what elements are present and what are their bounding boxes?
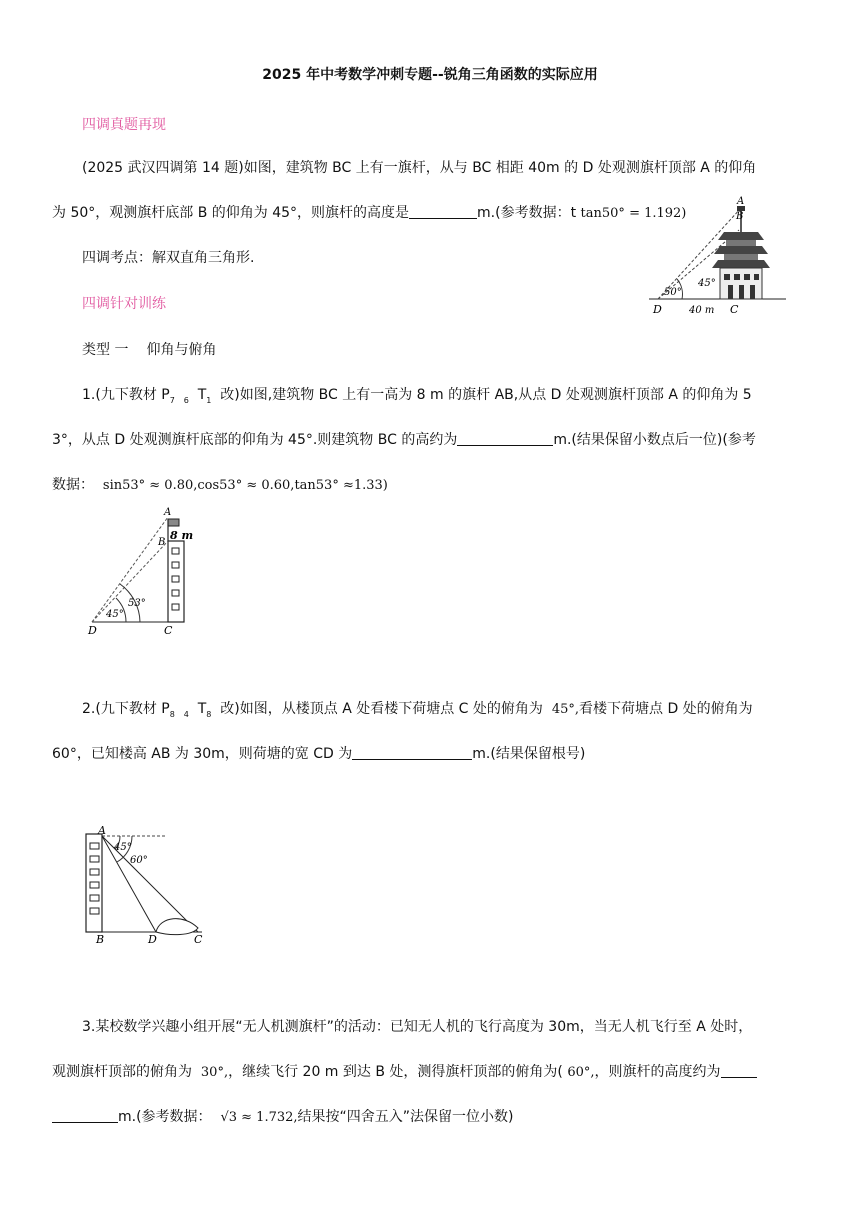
q3-line2-b: 30°, [200, 1065, 229, 1080]
q1-window [172, 604, 179, 610]
q2-line2-b: m.(结果保留根号) [472, 746, 586, 762]
q2-sub-1: 8 [169, 709, 175, 719]
q3-line2-e: ，则旗杆的高度约为 [594, 1064, 721, 1080]
q2-line1-b: T [197, 701, 207, 717]
q1-label-53: 53° [128, 598, 146, 609]
q0-label-45: 45° [698, 278, 716, 289]
type1-name: 仰角与俯角 [146, 342, 217, 358]
q2-label-B: B [96, 933, 105, 946]
q3-line2-c: ，继续飞行 20 m 到达 B 处，测得旗杆顶部的俯角为( [228, 1064, 563, 1080]
q0-line2-text: 为 50°，观测旗杆底部 B 的仰角为 45°，则旗杆的高度是 [52, 205, 410, 221]
q3-line3-a: m.(参考数据： [118, 1109, 212, 1125]
q1-sub-1: 7 [169, 395, 175, 405]
q0-label-B: B [736, 211, 744, 222]
section-heading-training: 四调针对训练 [82, 296, 166, 312]
q0-answer-blank[interactable] [409, 204, 477, 219]
q0-line1: (2025 武汉四调第 14 题)如图，建筑物 BC 上有一旗杆，从与 BC 相距 40m 的 D 处观测旗杆顶部 A 的仰角 [82, 160, 757, 176]
q2-label-45: 45° [114, 842, 132, 853]
page-title: 2025 年中考数学冲刺专题--锐角三角函数的实际应用 [262, 67, 598, 83]
type1-heading [82, 339, 216, 359]
q1-window [172, 590, 179, 596]
q2-line1-c: 改)如图，从楼顶点 A 处看楼下荷塘点 C 处的俯角为 [220, 701, 543, 717]
q1-label-D: D [88, 624, 97, 637]
q2-label-D: D [148, 933, 157, 946]
q0-label-dist: 40 m [689, 305, 715, 316]
q2-window [90, 908, 99, 914]
q2-label-60: 60° [130, 855, 148, 866]
q1-figure-building [80, 505, 210, 637]
q1-window [172, 548, 179, 554]
q2-line2-a: 60°，已知楼高 AB 为 30m，则荷塘的宽 CD 为 [52, 746, 353, 762]
q2-pond [156, 919, 198, 935]
q2-window [90, 856, 99, 862]
q3-answer-blank-part2[interactable] [52, 1108, 118, 1123]
q3-line1: 3.某校数学兴趣小组开展“无人机测旗杆”的活动：已知无人机的飞行高度为 30m，当无人机飞行至 A 处时， [82, 1019, 753, 1035]
q1-sub-3: 1 [206, 395, 212, 405]
q1-window [172, 576, 179, 582]
q2-window [90, 895, 99, 901]
q3-line3-b: √3 ≈ 1.732, [220, 1110, 298, 1125]
q2-line1-a: 2.(九下教材 P [82, 701, 170, 717]
q0-figure-pagoda [644, 192, 794, 318]
q2-line1-e: 看楼下荷塘点 D 处的俯角为 [579, 701, 753, 717]
q1-answer-blank[interactable] [457, 431, 553, 446]
q2-line2 [52, 743, 585, 763]
q0-exam-point: 四调考点：解双直角三角形. [82, 250, 255, 266]
q2-label-A: A [98, 824, 106, 837]
q1-label-45: 45° [106, 609, 124, 620]
q2-answer-blank[interactable] [352, 745, 472, 760]
q1-line1-b: T [197, 387, 207, 403]
q0-label-D: D [653, 303, 662, 316]
section-heading-real-exam: 四调真题再现 [82, 117, 166, 133]
q3-line3-c: 结果按“四舍五入”法保留一位小数) [297, 1109, 514, 1125]
q2-window [90, 882, 99, 888]
q1-line3-a: 数据： [52, 477, 94, 493]
q1-line2 [52, 429, 756, 449]
q1-flag [168, 519, 179, 526]
q1-window [172, 562, 179, 568]
q2-sub-2: 4 [183, 709, 189, 719]
q1-label-B: B [158, 537, 166, 548]
q1-line1-a: 1.(九下教材 P [82, 387, 170, 403]
q1-line3-b: sin53° ≈ 0.80,cos53° ≈ 0.60,tan53° ≈1.33) [102, 478, 388, 493]
q1-line1-c: 改)如图,建筑物 BC 上有一高为 8 m 的旗杆 AB,从点 D 处观测旗杆顶部 A 的仰角为 5 [220, 387, 752, 403]
q3-answer-blank-part1[interactable] [721, 1063, 757, 1078]
q2-window [90, 869, 99, 875]
q3-line2-a: 观测旗杆顶部的俯角为 [52, 1064, 192, 1080]
q0-line2 [52, 202, 686, 222]
q0-line2-ref: m.(参考数据：t [477, 205, 577, 221]
q2-sub-3: 8 [206, 709, 212, 719]
q0-label-A: A [737, 196, 745, 207]
q1-label-A: A [164, 507, 172, 518]
q2-figure-pond [80, 824, 220, 946]
q1-label-height: 8 m [170, 529, 194, 542]
q0-line2-formula: tan50° = 1.192) [580, 206, 687, 221]
q0-pagoda-building [712, 232, 770, 299]
q1-sight-line-B [92, 541, 168, 622]
q1-line1 [82, 384, 752, 405]
q2-label-C: C [194, 933, 203, 946]
type1-label: 类型 一 [82, 342, 129, 358]
q3-line3 [52, 1106, 514, 1126]
q1-line2-a: 3°，从点 D 处观测旗杆底部的仰角为 45°.则建筑物 BC 的高约为 [52, 432, 458, 448]
q0-label-50: 50° [664, 287, 682, 298]
q1-sub-2: 6 [183, 395, 189, 405]
q1-label-C: C [164, 624, 173, 637]
q3-line2-d: 60°, [567, 1065, 595, 1080]
q0-label-C: C [730, 303, 739, 316]
q1-line3 [52, 474, 388, 494]
q2-line1-d: 45°, [551, 702, 579, 717]
q3-line2 [52, 1061, 757, 1081]
q1-line2-b: m.(结果保留小数点后一位)(参考 [553, 432, 756, 448]
q2-window [90, 843, 99, 849]
q2-line1 [82, 698, 753, 719]
